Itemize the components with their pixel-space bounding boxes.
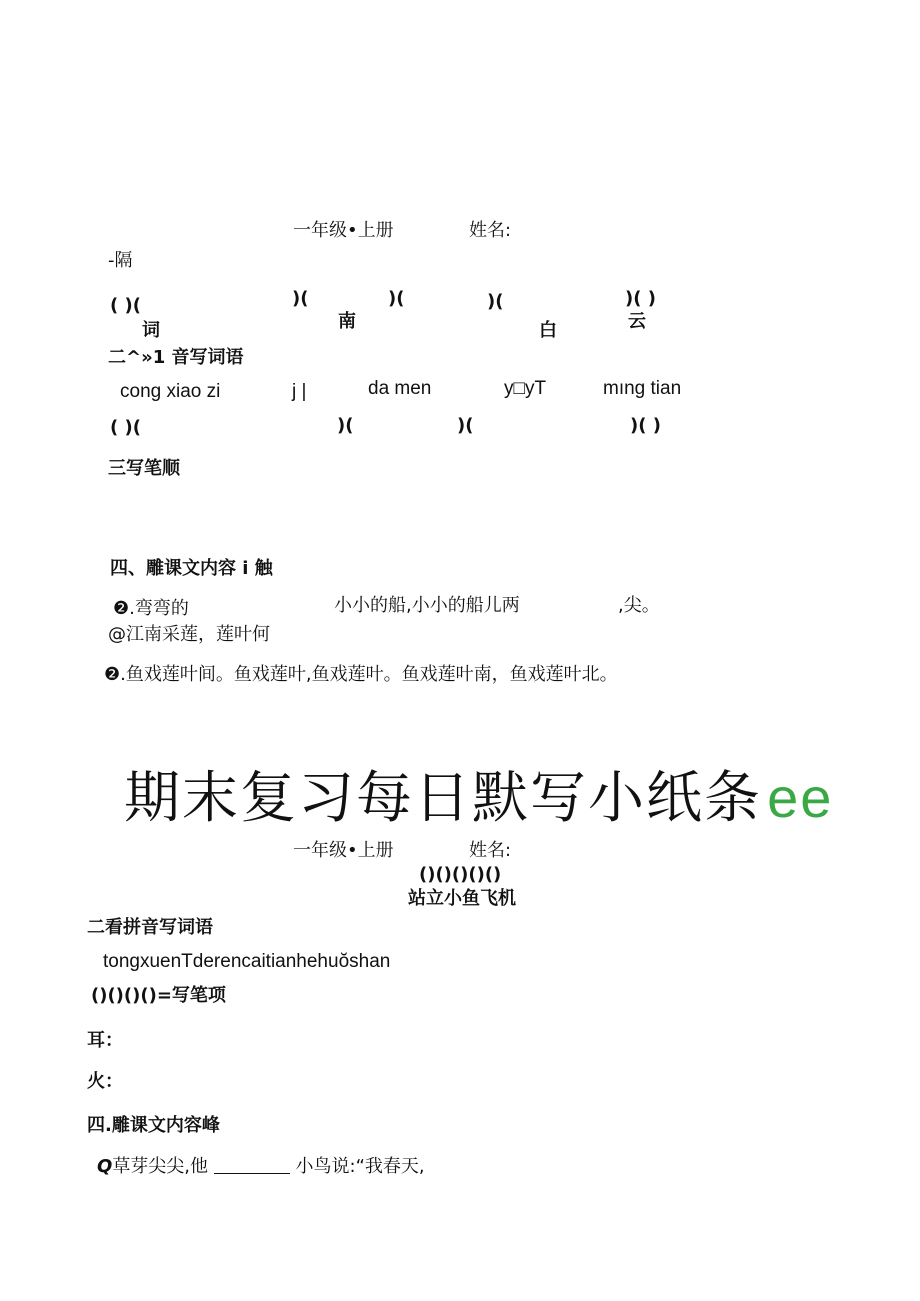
pinyin: y□yT [504,378,547,399]
section-3-line: ()()()()=写笔项 [91,985,226,1006]
stroke-char-1: 耳： [87,1030,123,1051]
pinyin-line: tongxuenTderencaitianhehuŏshan [103,951,391,972]
recite-line-start: 草芽尖尖,他 [112,1156,209,1177]
stroke-char-2: 火： [87,1071,123,1092]
recite-line-1-middle: 小小的船,小小的船儿两 [334,595,520,616]
section-4-title: 四.雕课文内容峰 [87,1115,220,1136]
page-title-text: 期末复习每日默写小纸条 [124,766,762,831]
paren-group: )( [487,291,504,312]
word: 云 [628,311,646,332]
word-cut: 白 [539,320,557,341]
recite-line-1-end: ,尖。 [618,595,660,616]
paren-group: )( ) [625,288,656,309]
pinyin: da men [368,378,432,399]
section-2-title: 二^»1 音写词语 [108,347,244,368]
grade-label: 一年级•上册 [293,840,394,861]
section-2-title: 二看拼音写词语 [87,917,213,938]
paren-row: ()()()()() [419,864,502,885]
name-label: 姓名: [469,840,512,861]
pinyin: j | [292,381,307,402]
paren-group: )( [457,415,474,436]
pinyin: mıng tian [603,378,682,399]
paren-group: )( [388,288,405,309]
page-title-suffix: ee [767,766,834,829]
pinyin: cong xiao zi [120,381,221,402]
paren-group: )( [337,415,354,436]
word-cut: 词 [142,320,160,341]
fill-in-blank [214,1173,290,1174]
word: 南 [338,311,356,332]
paren-group: )( ) [630,415,661,436]
paren-group: )( [292,288,309,309]
recite-line-2: @江南采莲，莲叶何 [108,624,270,645]
paren-group: ( )( [110,417,141,438]
page-title [124,766,834,831]
words-row: 站立小鱼飞机 [408,888,516,909]
grade-label: 一年级•上册 [293,220,394,241]
name-label: 姓名: [469,220,512,241]
recite-line-marker: Q [97,1156,113,1177]
section-4-title: 四、雕课文内容 i 触 [110,558,273,579]
section-3-title-cut: 三写笔顺 [108,458,180,479]
recite-line-end: 小鸟说:“我春天, [295,1156,425,1177]
recite-line-1-start: ❷.弯弯的 [113,598,189,619]
recite-line [97,1158,425,1176]
cut-line-text: -隔 [108,250,133,271]
recite-line-3: ❷.鱼戏莲叶间。鱼戏莲叶,鱼戏莲叶。鱼戏莲叶南，鱼戏莲叶北。 [104,664,618,685]
paren-group: ( )( [110,295,141,316]
